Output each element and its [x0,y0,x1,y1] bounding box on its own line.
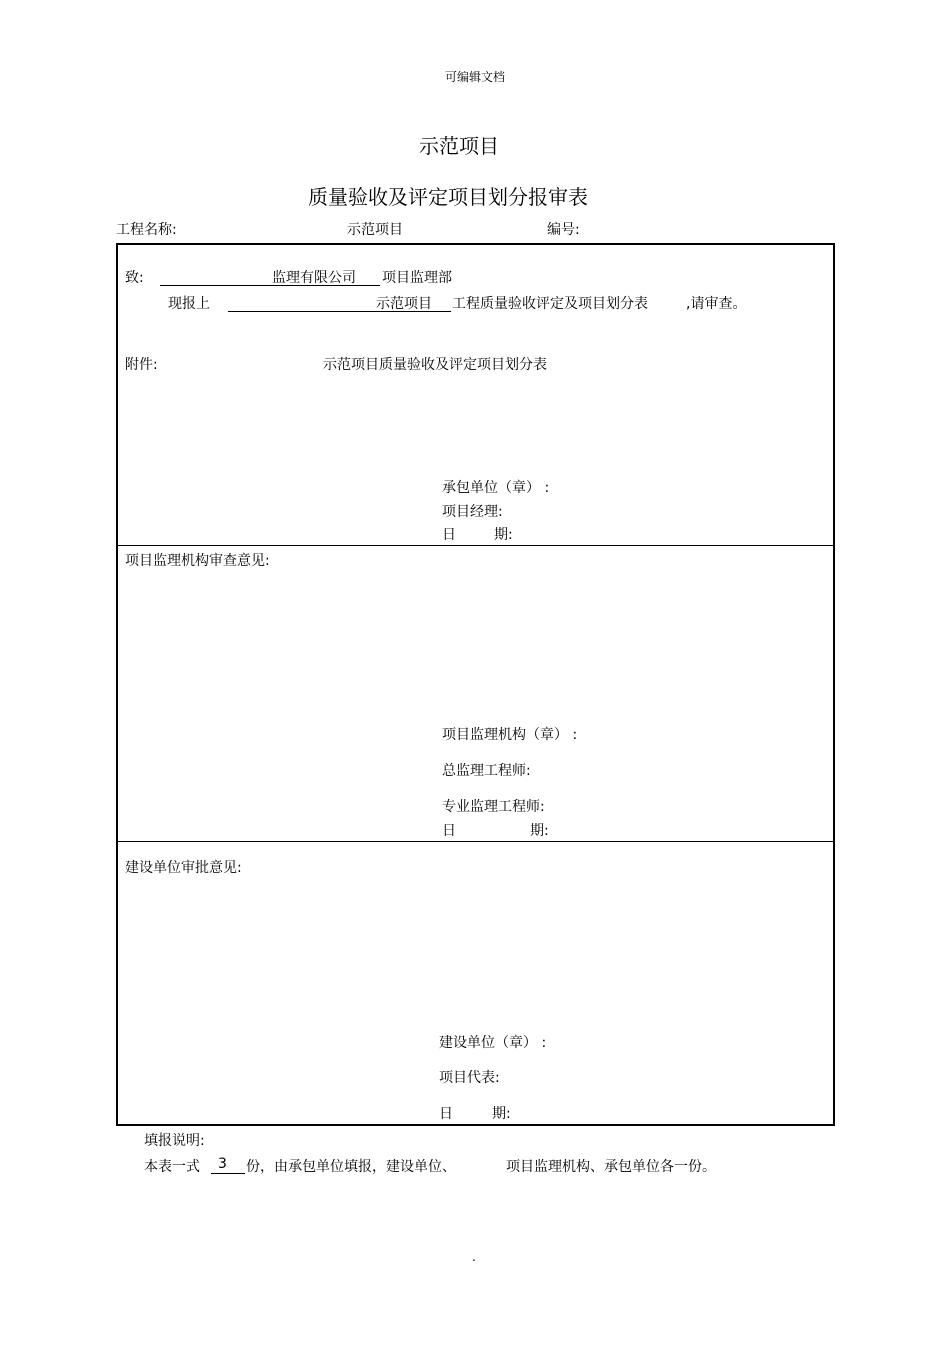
submit-prefix: 现报上 [168,296,210,312]
dept-name: 项目监理部 [382,270,452,286]
attachment-value: 示范项目质量验收及评定项目划分表 [323,357,547,373]
note-label: 填报说明: [144,1133,205,1149]
attachment-label: 附件: [125,357,158,373]
page-header: 可编辑文档 [444,70,505,84]
date-label-b: 期: [530,823,549,839]
chief-engineer-label: 总监理工程师: [442,763,531,779]
date-label-a: 日 [442,823,456,839]
form-title: 质量验收及评定项目划分报审表 [308,185,588,209]
project-manager-label: 项目经理: [442,504,503,520]
owner-approval-heading: 建设单位审批意见: [125,860,242,876]
date-label-a: 日 [439,1106,453,1122]
submit-doc: 工程质量验收评定及项目划分表 [452,296,648,312]
submit-project: 示范项目 [376,296,432,312]
note-prefix: 本表一式 [144,1159,200,1175]
specialist-engineer-label: 专业监理工程师: [442,799,545,815]
company-name: 监理有限公司 [272,270,356,286]
submit-suffix: ,请审查。 [686,296,747,312]
project-rep-label: 项目代表: [439,1070,500,1086]
date-label-b: 期: [492,1106,511,1122]
owner-seal-label: 建设单位（章） : [439,1035,547,1051]
page-dot: . [472,1250,476,1264]
supervision-opinion-heading: 项目监理机构审查意见: [125,553,270,569]
date-label-b: 期: [494,527,513,543]
number-label: 编号: [547,222,580,238]
note-end: 项目监理机构、承包单位各一份。 [506,1159,716,1175]
form-table [116,243,835,1126]
to-label: 致: [125,270,144,286]
section-divider-1 [116,545,835,546]
copies-underline [211,1173,245,1174]
contractor-seal-label: 承包单位（章） : [442,480,550,496]
note-middle: 份，由承包单位填报，建设单位、 [246,1159,456,1175]
supervision-seal-label: 项目监理机构（章） : [442,727,578,743]
project-title: 示范项目 [419,134,499,158]
copies-value: 3 [218,1156,227,1172]
project-name-label: 工程名称: [116,222,177,238]
project-name-value: 示范项目 [347,222,403,238]
date-label-a: 日 [442,527,456,543]
section-divider-2 [116,841,835,842]
